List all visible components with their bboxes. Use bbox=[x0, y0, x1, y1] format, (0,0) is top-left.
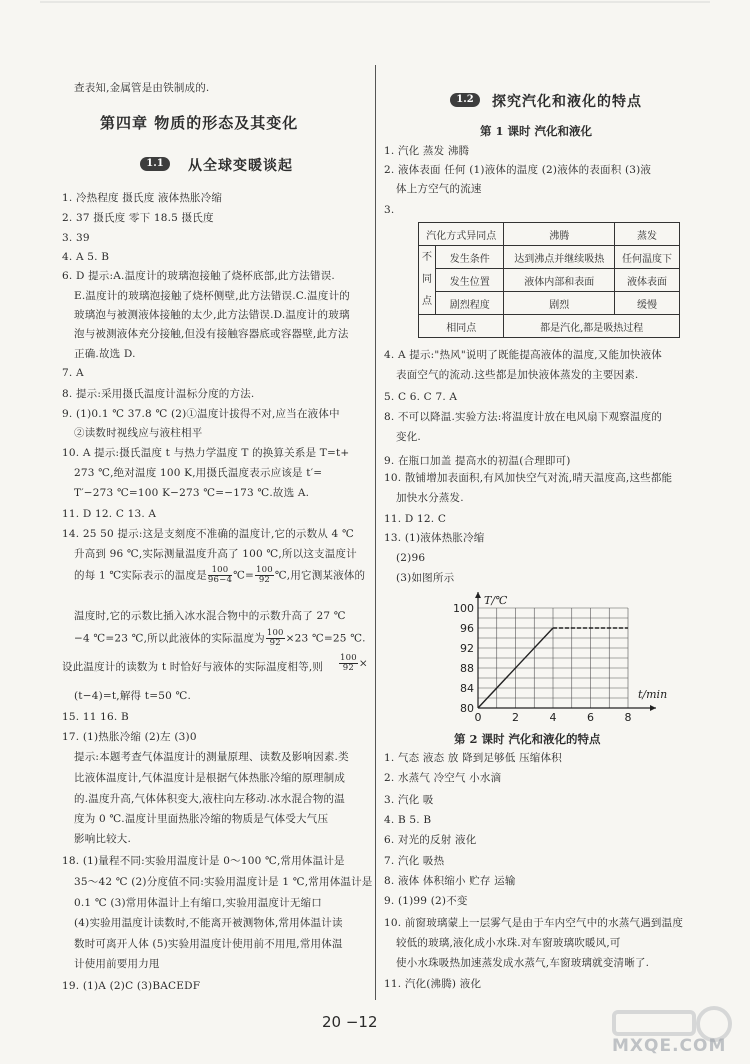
y-axis-label: T/℃ bbox=[484, 594, 508, 607]
answer-line: 9. (1)0.1 ℃ 37.8 ℃ (2)①温度计拔得不对,应当在液体中 bbox=[62, 408, 340, 420]
page-number: 20 −12 bbox=[322, 1013, 378, 1031]
table-cell: 发生条件 bbox=[436, 246, 504, 269]
fraction-numerator: 100 bbox=[340, 653, 357, 663]
x-tick-label: 0 bbox=[474, 711, 482, 724]
y-tick-label: 96 bbox=[460, 622, 474, 635]
answer-line: 17. (1)热胀冷缩 (2)左 (3)0 bbox=[62, 731, 197, 743]
answer-line: (3)如图所示 bbox=[396, 572, 455, 584]
table-cell: 相同点 bbox=[419, 315, 504, 338]
answer-line: 度为 0 ℃.温度计里面热胀冷缩的物质是气体受大气压 bbox=[74, 813, 329, 825]
answer-line: 6. 对光的反射 液化 bbox=[384, 834, 477, 846]
answer-line: 1. 汽化 蒸发 沸腾 bbox=[384, 145, 470, 157]
table-cell: 剧烈 bbox=[504, 292, 615, 315]
answer-line: 比液体温度计,气体温度计是根据气体热胀冷缩的原理制成 bbox=[74, 772, 346, 784]
answer-line: (t−4)=t,解得 t=50 ℃. bbox=[74, 690, 191, 702]
table-cell: 缓慢 bbox=[615, 292, 680, 315]
y-tick-label: 80 bbox=[460, 702, 474, 715]
table-cell: 都是汽化,都是吸热过程 bbox=[504, 315, 680, 338]
table-cell: 液体表面 bbox=[615, 269, 680, 292]
fraction-denominator: 92 bbox=[342, 663, 355, 673]
answer-line: 加快水分蒸发. bbox=[396, 492, 464, 504]
answer-line: 5. C 6. C 7. A bbox=[384, 391, 458, 403]
answer-line: 1. 冷热程度 摄氏度 液体热胀冷缩 bbox=[62, 192, 223, 204]
answer-line: 10. A 提示:摄氏温度 t 与热力学温度 T 的换算关系是 T=t+ bbox=[62, 447, 350, 459]
answer-line: 3. 39 bbox=[62, 232, 90, 244]
answer-line: 13. (1)液体热胀冷缩 bbox=[384, 532, 485, 544]
answer-line: 19. (1)A (2)C (3)BACEDF bbox=[62, 980, 201, 992]
table-header-cell: 蒸发 bbox=[615, 223, 680, 246]
y-tick-label: 88 bbox=[460, 662, 474, 675]
x-tick-label: 8 bbox=[624, 711, 632, 724]
x-tick-label: 6 bbox=[587, 711, 594, 724]
answer-line: 玻璃泡与被测液体接触的太少,此方法错误.D.温度计的玻璃 bbox=[74, 309, 350, 321]
answer-line: 4. B 5. B bbox=[384, 814, 432, 826]
lesson-1-title: 第 1 课时 汽化和液化 bbox=[480, 124, 593, 138]
x-axis-label: t/min bbox=[638, 688, 668, 701]
fraction bbox=[266, 629, 285, 648]
x-tick-label: 4 bbox=[549, 711, 557, 724]
answer-line: 温度时,它的示数比插入冰水混合物中的示数升高了 27 ℃ bbox=[74, 610, 346, 622]
answer-line: 3. 汽化 吸 bbox=[384, 794, 434, 806]
text-fragment: ℃= bbox=[233, 569, 255, 582]
table-cell: 发生位置 bbox=[436, 269, 504, 292]
answer-line: 提示:本题考查气体温度计的测量原理、读数及影响因素.类 bbox=[74, 751, 349, 763]
answer-line: 2. 液体表面 任何 (1)液体的温度 (2)液体的表面积 (3)液 bbox=[384, 164, 652, 176]
text-fragment: −4 ℃=23 ℃,所以此液体的实际温度为 bbox=[74, 632, 265, 645]
answer-line: 4. A 5. B bbox=[62, 251, 110, 263]
section-badge: 1.2 bbox=[450, 93, 480, 107]
text-fragment: ℃,用它测某液体的 bbox=[274, 569, 366, 582]
answer-line: ②读数时视线应与液柱相平 bbox=[74, 427, 203, 439]
answer-line: 15. 11 16. B bbox=[62, 711, 129, 723]
fraction-line bbox=[338, 654, 368, 673]
table-header-cell: 汽化方式异同点 bbox=[419, 223, 504, 246]
answer-line: 影响比较大. bbox=[74, 833, 132, 845]
answer-line: 9. (1)99 (2)不变 bbox=[384, 895, 468, 907]
answer-line: 变化. bbox=[396, 431, 421, 443]
times-sign: × bbox=[358, 657, 368, 670]
answer-line: 的.温度升高,气体体积变大,液柱向左移动.冰水混合物的温 bbox=[74, 793, 345, 805]
answer-line: 11. 汽化(沸腾) 液化 bbox=[384, 978, 482, 990]
answer-line: 泡与被测液体充分接触,但没有接触容器底或容器壁,此方法 bbox=[74, 328, 349, 340]
section-title: 探究汽化和液化的特点 bbox=[492, 94, 642, 110]
fraction bbox=[339, 654, 358, 673]
answer-line: 9. 在瓶口加盖 提高水的初温(合理即可) bbox=[384, 455, 571, 467]
fraction-denominator: 96−4 bbox=[207, 575, 233, 585]
temperature-time-chart bbox=[438, 590, 678, 730]
answer-line: 7. 汽化 吸热 bbox=[384, 855, 445, 867]
answer-line: 计使用前要用力甩 bbox=[74, 958, 160, 970]
answer-line: 正确.故选 D. bbox=[74, 348, 136, 360]
answer-line: 数时可离开人体 (5)实验用温度计使用前不用甩,常用体温 bbox=[74, 938, 343, 950]
fraction bbox=[255, 566, 274, 585]
answer-line: 8. 液体 体积缩小 贮存 运输 bbox=[384, 875, 516, 887]
section-badge: 1.1 bbox=[140, 157, 170, 171]
fraction-numerator: 100 bbox=[266, 628, 284, 638]
answer-line: 273 ℃,绝对温度 100 K,用摄氏温度表示应该是 t′= bbox=[74, 467, 323, 479]
answer-line: 4. A 提示:"热风"说明了既能提高液体的温度,又能加快液体 bbox=[384, 349, 663, 361]
y-tick-label: 84 bbox=[460, 682, 474, 695]
x-axis-arrow bbox=[650, 705, 656, 711]
fraction-denominator: 92 bbox=[258, 575, 271, 585]
fraction-line bbox=[74, 566, 365, 585]
answer-line: 10. 前窗玻璃蒙上一层雾气是由于车内空气中的水蒸气遇到温度 bbox=[384, 917, 684, 929]
scan-edge-artifact bbox=[40, 0, 710, 8]
table-cell: 液体内部和表面 bbox=[504, 269, 615, 292]
x-tick-label: 2 bbox=[512, 711, 519, 724]
side-label-cell: 不同点 bbox=[419, 246, 436, 315]
y-tick-label: 92 bbox=[460, 642, 474, 655]
lesson-2-title: 第 2 课时 汽化和液化的特点 bbox=[454, 732, 601, 746]
answer-line: E.温度计的玻璃泡接触了烧杯侧壁,此方法错误.C.温度计的 bbox=[74, 290, 350, 302]
section-title: 从全球变暖谈起 bbox=[188, 158, 293, 174]
y-axis-arrow bbox=[475, 592, 481, 598]
answer-line: 2. 水蒸气 冷空气 小水滴 bbox=[384, 772, 502, 784]
text-fragment: 的每 1 ℃实际表示的温度是 bbox=[74, 569, 207, 582]
answer-line: 6. D 提示:A.温度计的玻璃泡接触了烧杯底部,此方法错误. bbox=[62, 270, 335, 282]
fraction-line bbox=[74, 629, 366, 648]
fraction-numerator: 100 bbox=[208, 566, 232, 576]
answer-line: 体上方空气的流速 bbox=[396, 183, 482, 195]
table-cell: 剧烈程度 bbox=[436, 292, 504, 315]
answer-line: 11. D 12. C 13. A bbox=[62, 508, 157, 520]
table-cell: 达到沸点并继续吸热 bbox=[504, 246, 615, 269]
answer-line: 18. (1)量程不同:实验用温度计是 0～100 ℃,常用体温计是 bbox=[62, 855, 345, 867]
answer-line: (4)实验用温度计读数时,不能离开被测物体,常用体温计读 bbox=[74, 917, 343, 929]
y-tick-label: 100 bbox=[453, 602, 474, 615]
answer-line: 2. 37 摄氏度 零下 18.5 摄氏度 bbox=[62, 212, 214, 224]
answer-line: 表面空气的流动.这些都是加快液体蒸发的主要因素. bbox=[396, 369, 639, 381]
text-fragment: ×23 ℃=25 ℃. bbox=[285, 632, 366, 645]
answer-line: 11. D 12. C bbox=[384, 513, 447, 525]
answer-line: 升高到 96 ℃,实际测量温度升高了 100 ℃,所以这支温度计 bbox=[74, 548, 357, 560]
answer-line: (2)96 bbox=[396, 552, 426, 564]
answer-line: 10. 散铺增加表面积,有风加快空气对流,晴天温度高,这些都能 bbox=[384, 472, 673, 484]
answer-line: 8. 不可以降温.实验方法:将温度计放在电风扇下观察温度的 bbox=[384, 411, 663, 423]
answer-line: T′−273 ℃=100 K−273 ℃=−173 ℃.故选 A. bbox=[74, 487, 310, 499]
fraction bbox=[208, 566, 232, 585]
answer-line: 0.1 ℃ (3)常用体温计上有缩口,实验用温度计无缩口 bbox=[74, 897, 322, 909]
answer-line: 设此温度计的读数为 t 时恰好与液体的实际温度相等,则 bbox=[62, 661, 324, 673]
answer-line: 3. bbox=[384, 204, 395, 216]
watermark-text: MXQE.COM bbox=[612, 1036, 727, 1056]
answer-line: 35～42 ℃ (2)分度值不同:实验用温度计是 1 ℃,常用体温计是 bbox=[74, 876, 373, 888]
table-cell: 任何温度下 bbox=[615, 246, 680, 269]
intro-line: 查表知,金属管是由铁制成的. bbox=[74, 82, 210, 94]
chapter-title: 第四章 物质的形态及其变化 bbox=[100, 114, 299, 132]
column-divider bbox=[375, 65, 376, 1000]
answer-line: 1. 气态 液态 放 降到足够低 压缩体积 bbox=[384, 752, 562, 764]
answer-line: 14. 25 50 提示:这是支刻度不准确的温度计,它的示数从 4 ℃ bbox=[62, 528, 354, 540]
evaporation-boiling-table bbox=[418, 222, 680, 338]
answer-line: 8. 提示:采用摄氏温度计温标分度的方法. bbox=[62, 388, 255, 400]
answer-line: 7. A bbox=[62, 367, 84, 379]
fraction-denominator: 92 bbox=[269, 638, 281, 648]
answer-line: 使小水珠吸热加速蒸发成水蒸气,车窗玻璃就变清晰了. bbox=[396, 957, 650, 969]
fraction-numerator: 100 bbox=[256, 565, 273, 575]
answer-line: 较低的玻璃,液化成小水珠.对车窗玻璃吹暖风,可 bbox=[396, 937, 621, 949]
table-header-cell: 沸腾 bbox=[504, 223, 615, 246]
